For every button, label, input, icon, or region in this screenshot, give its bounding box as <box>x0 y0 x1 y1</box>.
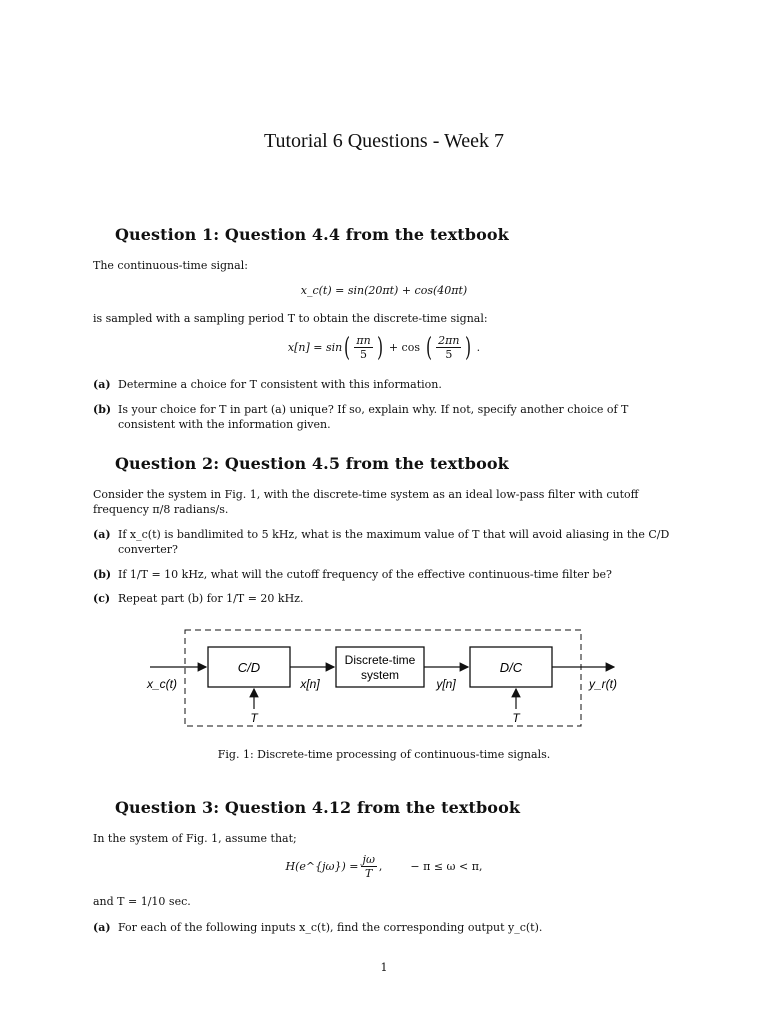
signal-xn: x[n] <box>300 677 320 691</box>
q1-intro: The continuous-time signal: <box>93 259 248 272</box>
q3-eq-cond: , − π ≤ ω < π, <box>378 860 483 873</box>
page-title: Tutorial 6 Questions - Week 7 <box>263 130 505 152</box>
part-label: (a) <box>93 528 111 541</box>
q1-eq2-end: . <box>476 341 481 354</box>
part-text: If 1/T = 10 kHz, what will the cutoff frequency of the effective continuous-time filter be? <box>118 568 612 581</box>
q3-eq-lhs: H(e^{jω}) = <box>285 860 359 873</box>
figure-1-block-diagram <box>140 622 630 732</box>
part-text: If x_c(t) is bandlimited to 5 kHz, what is the maximum value of T that will avoid aliasing in the C/D converter? <box>118 528 670 556</box>
q1-eq2-lhs: x[n] = sin <box>287 341 343 354</box>
part-label: (b) <box>93 403 112 416</box>
part-label: (b) <box>93 568 112 581</box>
part-text: For each of the following inputs x_c(t), find the corresponding output y_c(t). <box>118 921 543 934</box>
q3-eq-num: jω <box>362 853 375 866</box>
part-label: (a) <box>93 921 111 934</box>
q2-part-a <box>93 527 676 557</box>
q1-eq2-frac1-den: 5 <box>360 348 368 361</box>
part-text: Determine a choice for T consistent with this information. <box>118 378 442 391</box>
q1-equation-2: x[n] = sin ( $\frac{\pi n}{5}$ ) + cos ( $\frac{2\pi n}{5}$ ) . <box>287 332 481 363</box>
q3-eq-den: T <box>365 867 373 880</box>
signal-xc: x_c(t) <box>147 677 177 691</box>
q1-eq2-frac1-num: πn <box>356 334 371 347</box>
question-2-heading: Question 2: Question 4.5 from the textbook <box>115 454 509 473</box>
q1-eq2-plus: + cos <box>388 341 420 354</box>
dts-label-line2: system <box>360 668 400 682</box>
q1-part-a <box>93 377 676 392</box>
dts-label-line1: Discrete-time <box>344 653 416 667</box>
part-label: (a) <box>93 378 111 391</box>
q1-equation-1 <box>0 284 768 297</box>
figure-caption: Fig. 1: Discrete-time processing of continuous-time signals. <box>217 748 551 761</box>
q2-part-b <box>93 567 676 582</box>
q3-equation <box>0 853 768 880</box>
q2-intro: Consider the system in Fig. 1, with the discrete-time system as an ideal low-pass filter with cutoff frequency π/8 radians/s. <box>93 488 639 516</box>
dc-label: D/C <box>499 660 523 675</box>
q3-intro: In the system of Fig. 1, assume that; <box>93 832 297 845</box>
part-label: (c) <box>93 592 111 605</box>
q3-and-text: and T = 1/10 sec. <box>93 895 191 908</box>
signal-yn: y[n] <box>436 677 456 691</box>
part-text: Repeat part (b) for 1/T = 20 kHz. <box>118 592 304 605</box>
q3-part-a <box>93 920 676 935</box>
q1-eq2-frac2-num: 2πn <box>438 334 460 347</box>
q1-eq2-frac2-den: 5 <box>445 348 453 361</box>
clock-left-label: T <box>250 711 258 725</box>
q1-part-b <box>93 402 676 432</box>
q2-part-c <box>93 591 676 606</box>
signal-yr: y_r(t) <box>589 677 617 691</box>
q1-eq1-text: x_c(t) = sin(20πt) + cos(40πt) <box>300 284 468 297</box>
page-number: 1 <box>380 961 388 974</box>
question-3-heading: Question 3: Question 4.12 from the textbook <box>115 798 521 817</box>
cd-label: C/D <box>237 660 261 675</box>
clock-right-label: T <box>512 711 520 725</box>
q1-middle-text: is sampled with a sampling period T to obtain the discrete-time signal: <box>93 312 488 325</box>
part-text: Is your choice for T in part (a) unique? If so, explain why. If not, specify another choice of T consistent with the information given. <box>118 403 629 431</box>
question-1-heading: Question 1: Question 4.4 from the textbook <box>115 225 509 244</box>
